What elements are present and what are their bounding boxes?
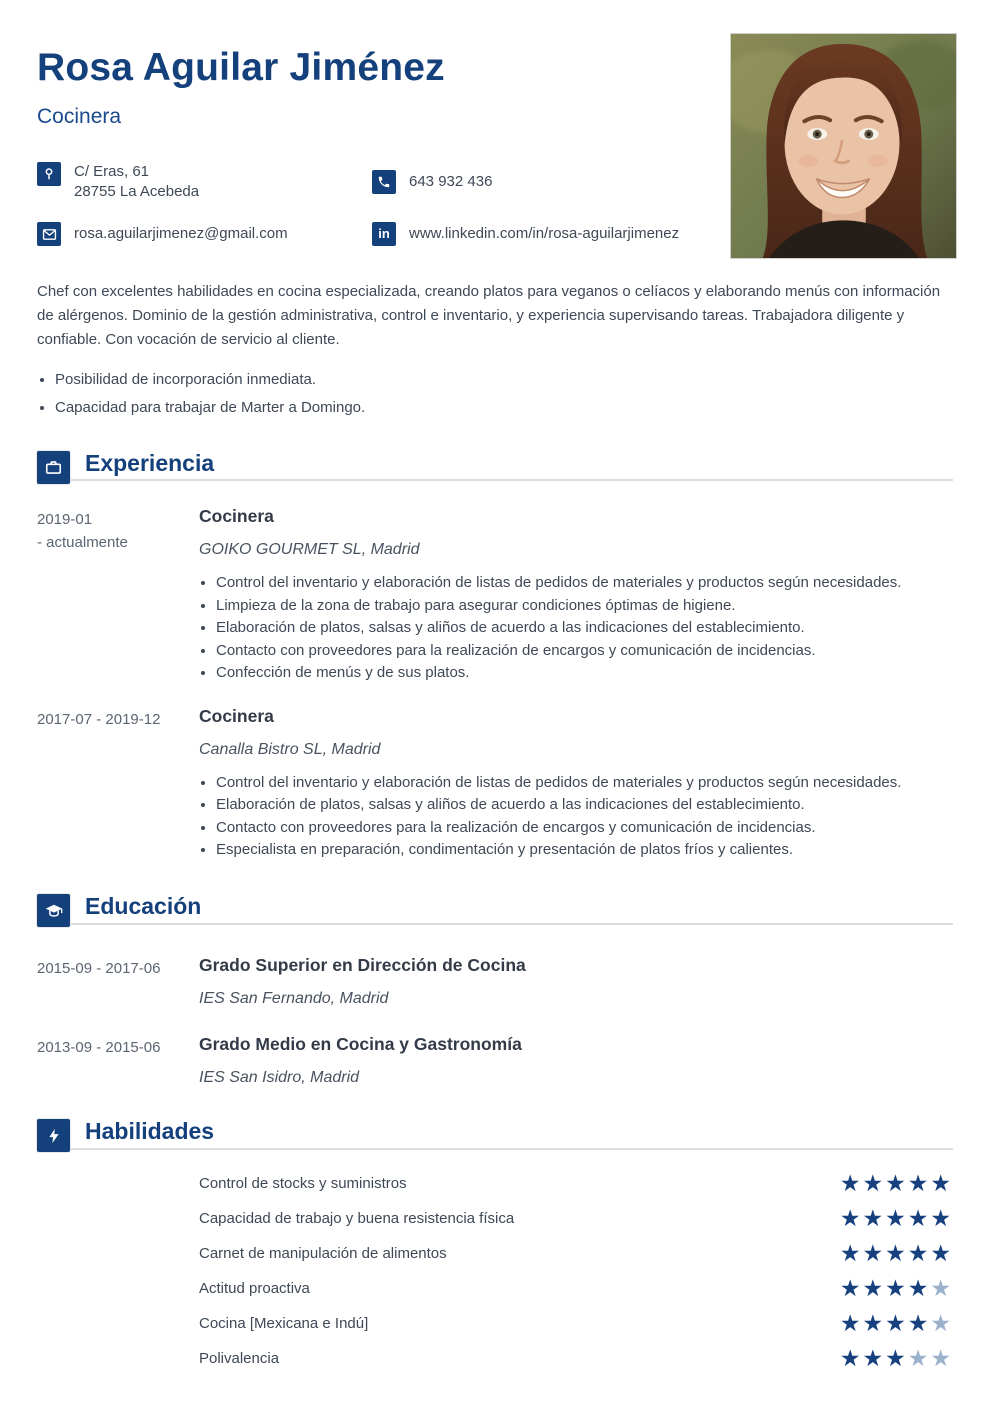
education-section-header [37, 893, 953, 929]
linkedin-in-icon: in [372, 222, 396, 246]
experience-bullet: • Elaboración de platos, salsas y aliños de acuerdo a las indicaciones del establecimiento. [216, 617, 943, 639]
star-icon: ★ [930, 1204, 953, 1231]
map-pin-icon [37, 162, 61, 186]
education-school: IES San Isidro, Madrid [199, 1068, 360, 1086]
experience-section-title: Experiencia [85, 449, 215, 476]
education-section-title: Educación [85, 893, 202, 919]
contact-linkedin [372, 222, 712, 246]
skill-star-rating [839, 1274, 953, 1301]
star-icon: ★ [862, 1239, 886, 1266]
envelope-icon [37, 222, 61, 246]
skill-row [37, 1236, 953, 1271]
section-education [37, 893, 953, 1087]
graduation-cap-icon [37, 894, 70, 927]
address-line-1: C/ Eras, 61 [74, 163, 150, 180]
skill-star-rating [839, 1169, 953, 1196]
education-dates: 2015-09 - 2017-06 [37, 959, 161, 977]
experience-bullet: • Contacto con proveedores para la realización de encargos y comunicación de incidencias. [216, 640, 943, 662]
skill-label: Actitud proactiva [199, 1279, 310, 1297]
experience-role: Cocinera [199, 506, 274, 526]
contact-phone-text[interactable]: 643 932 436 [409, 173, 493, 190]
experience-entry [37, 706, 953, 862]
experience-bullets [199, 772, 943, 861]
star-icon: ★ [930, 1239, 953, 1266]
education-details [199, 1034, 953, 1087]
experience-details [199, 506, 953, 685]
highlight-item: • Capacidad para trabajar de Marter a Domingo. [55, 397, 953, 418]
star-icon: ★ [839, 1204, 863, 1231]
skill-row [37, 1341, 953, 1376]
skill-label: Polivalencia [199, 1349, 280, 1367]
skill-label: Cocina [Mexicana e Indú] [199, 1314, 369, 1332]
star-icon: ★ [907, 1239, 931, 1266]
star-icon: ★ [862, 1169, 886, 1196]
education-school: IES San Fernando, Madrid [199, 989, 389, 1007]
star-icon: ★ [907, 1309, 931, 1336]
skill-row [37, 1201, 953, 1236]
star-icon: ★ [930, 1344, 953, 1371]
skill-star-rating [839, 1344, 953, 1371]
candidate-job-title: Cocinera [37, 105, 122, 128]
star-icon: ★ [930, 1309, 953, 1336]
highlight-item: • Posibilidad de incorporación inmediata. [55, 369, 953, 390]
star-icon: ★ [862, 1274, 886, 1301]
experience-bullet: • Control del inventario y elaboración de listas de pedidos de materiales y productos según necesidades. [216, 772, 943, 794]
experience-bullet: • Contacto con proveedores para la realización de encargos y comunicación de incidencias. [216, 817, 943, 839]
star-icon: ★ [839, 1309, 863, 1336]
star-icon: ★ [885, 1204, 908, 1231]
skill-label: Carnet de manipulación de alimentos [199, 1244, 447, 1262]
star-icon: ★ [885, 1169, 908, 1196]
skills-list [37, 1166, 953, 1376]
contact-email-text[interactable]: rosa.aguilarjimenez@gmail.com [74, 225, 288, 242]
experience-company: GOIKO GOURMET SL, Madrid [199, 541, 420, 558]
star-icon: ★ [839, 1169, 863, 1196]
star-icon: ★ [862, 1204, 886, 1231]
profile-photo-illustration [731, 34, 956, 258]
experience-dates: 2019-01 - actualmente [37, 511, 128, 551]
star-icon: ★ [862, 1344, 886, 1371]
star-icon: ★ [885, 1274, 908, 1301]
highlights-list [37, 369, 953, 418]
star-icon: ★ [907, 1204, 931, 1231]
profile-photo [730, 33, 957, 259]
experience-section-header [37, 449, 953, 485]
star-icon: ★ [907, 1169, 931, 1196]
skills-section-title: Habilidades [85, 1118, 215, 1144]
education-dates: 2013-09 - 2015-06 [37, 1038, 161, 1056]
experience-bullets [199, 572, 943, 684]
contact-phone [372, 162, 712, 202]
star-icon: ★ [839, 1274, 863, 1301]
education-details [199, 955, 953, 1008]
education-entry [37, 1034, 953, 1087]
skill-row [37, 1166, 953, 1201]
experience-details [199, 706, 953, 862]
star-icon: ★ [862, 1309, 886, 1336]
skill-star-rating [839, 1309, 953, 1336]
star-icon: ★ [839, 1344, 863, 1371]
lightning-bolt-icon [37, 1119, 70, 1152]
experience-entry [37, 506, 953, 685]
skill-star-rating [839, 1204, 953, 1231]
contact-address [37, 162, 372, 202]
phone-handset-icon [372, 170, 396, 194]
section-skills [37, 1118, 953, 1376]
experience-company: Canalla Bistro SL, Madrid [199, 740, 381, 758]
education-entry [37, 955, 953, 1008]
experience-bullet: • Confección de menús y de sus platos. [216, 662, 943, 684]
star-icon: ★ [930, 1169, 953, 1196]
contact-address-text [74, 162, 199, 202]
contact-linkedin-text[interactable]: www.linkedin.com/in/rosa-aguilarjimenez [409, 225, 680, 242]
address-line-2: 28755 La Acebeda [74, 183, 200, 200]
experience-dates: 2017-07 - 2019-12 [37, 710, 161, 728]
experience-bullet: • Especialista en preparación, condimentación y presentación de platos fríos y calientes. [216, 839, 943, 861]
education-degree: Grado Medio en Cocina y Gastronomía [199, 1033, 522, 1054]
star-icon: ★ [907, 1344, 931, 1371]
skills-section-header [37, 1118, 953, 1154]
education-degree: Grado Superior en Dirección de Cocina [199, 954, 526, 975]
experience-role: Cocinera [199, 705, 274, 726]
star-icon: ★ [907, 1274, 931, 1301]
profile-summary: Chef con excelentes habilidades en cocina especializada, creando platos para veganos o celíacos y elaborando menús con información de alérgenos. Dominio de la gestión administrativa, control e inventario, y experiencia supervisando tareas. Trabajadora diligente y confiable. Con vocación de servicio al cliente. [37, 283, 941, 348]
experience-bullet: • Limpieza de la zona de trabajo para asegurar condiciones óptimas de higiene. [216, 595, 943, 617]
star-icon: ★ [930, 1274, 953, 1301]
skill-label: Capacidad de trabajo y buena resistencia física [199, 1209, 515, 1227]
skill-label: Control de stocks y suministros [199, 1174, 407, 1192]
skill-row [37, 1306, 953, 1341]
star-icon: ★ [885, 1309, 908, 1336]
experience-bullet: • Control del inventario y elaboración de listas de pedidos de materiales y productos según necesidades. [216, 572, 943, 594]
star-icon: ★ [839, 1239, 863, 1266]
contact-email [37, 222, 372, 246]
section-experience [37, 449, 953, 862]
star-icon: ★ [885, 1344, 908, 1371]
skill-star-rating [839, 1239, 953, 1266]
skill-row [37, 1271, 953, 1306]
candidate-name: Rosa Aguilar Jiménez [37, 46, 445, 89]
experience-bullet: • Elaboración de platos, salsas y aliños de acuerdo a las indicaciones del establecimiento. [216, 794, 943, 816]
star-icon: ★ [885, 1239, 908, 1266]
briefcase-icon [37, 451, 70, 484]
